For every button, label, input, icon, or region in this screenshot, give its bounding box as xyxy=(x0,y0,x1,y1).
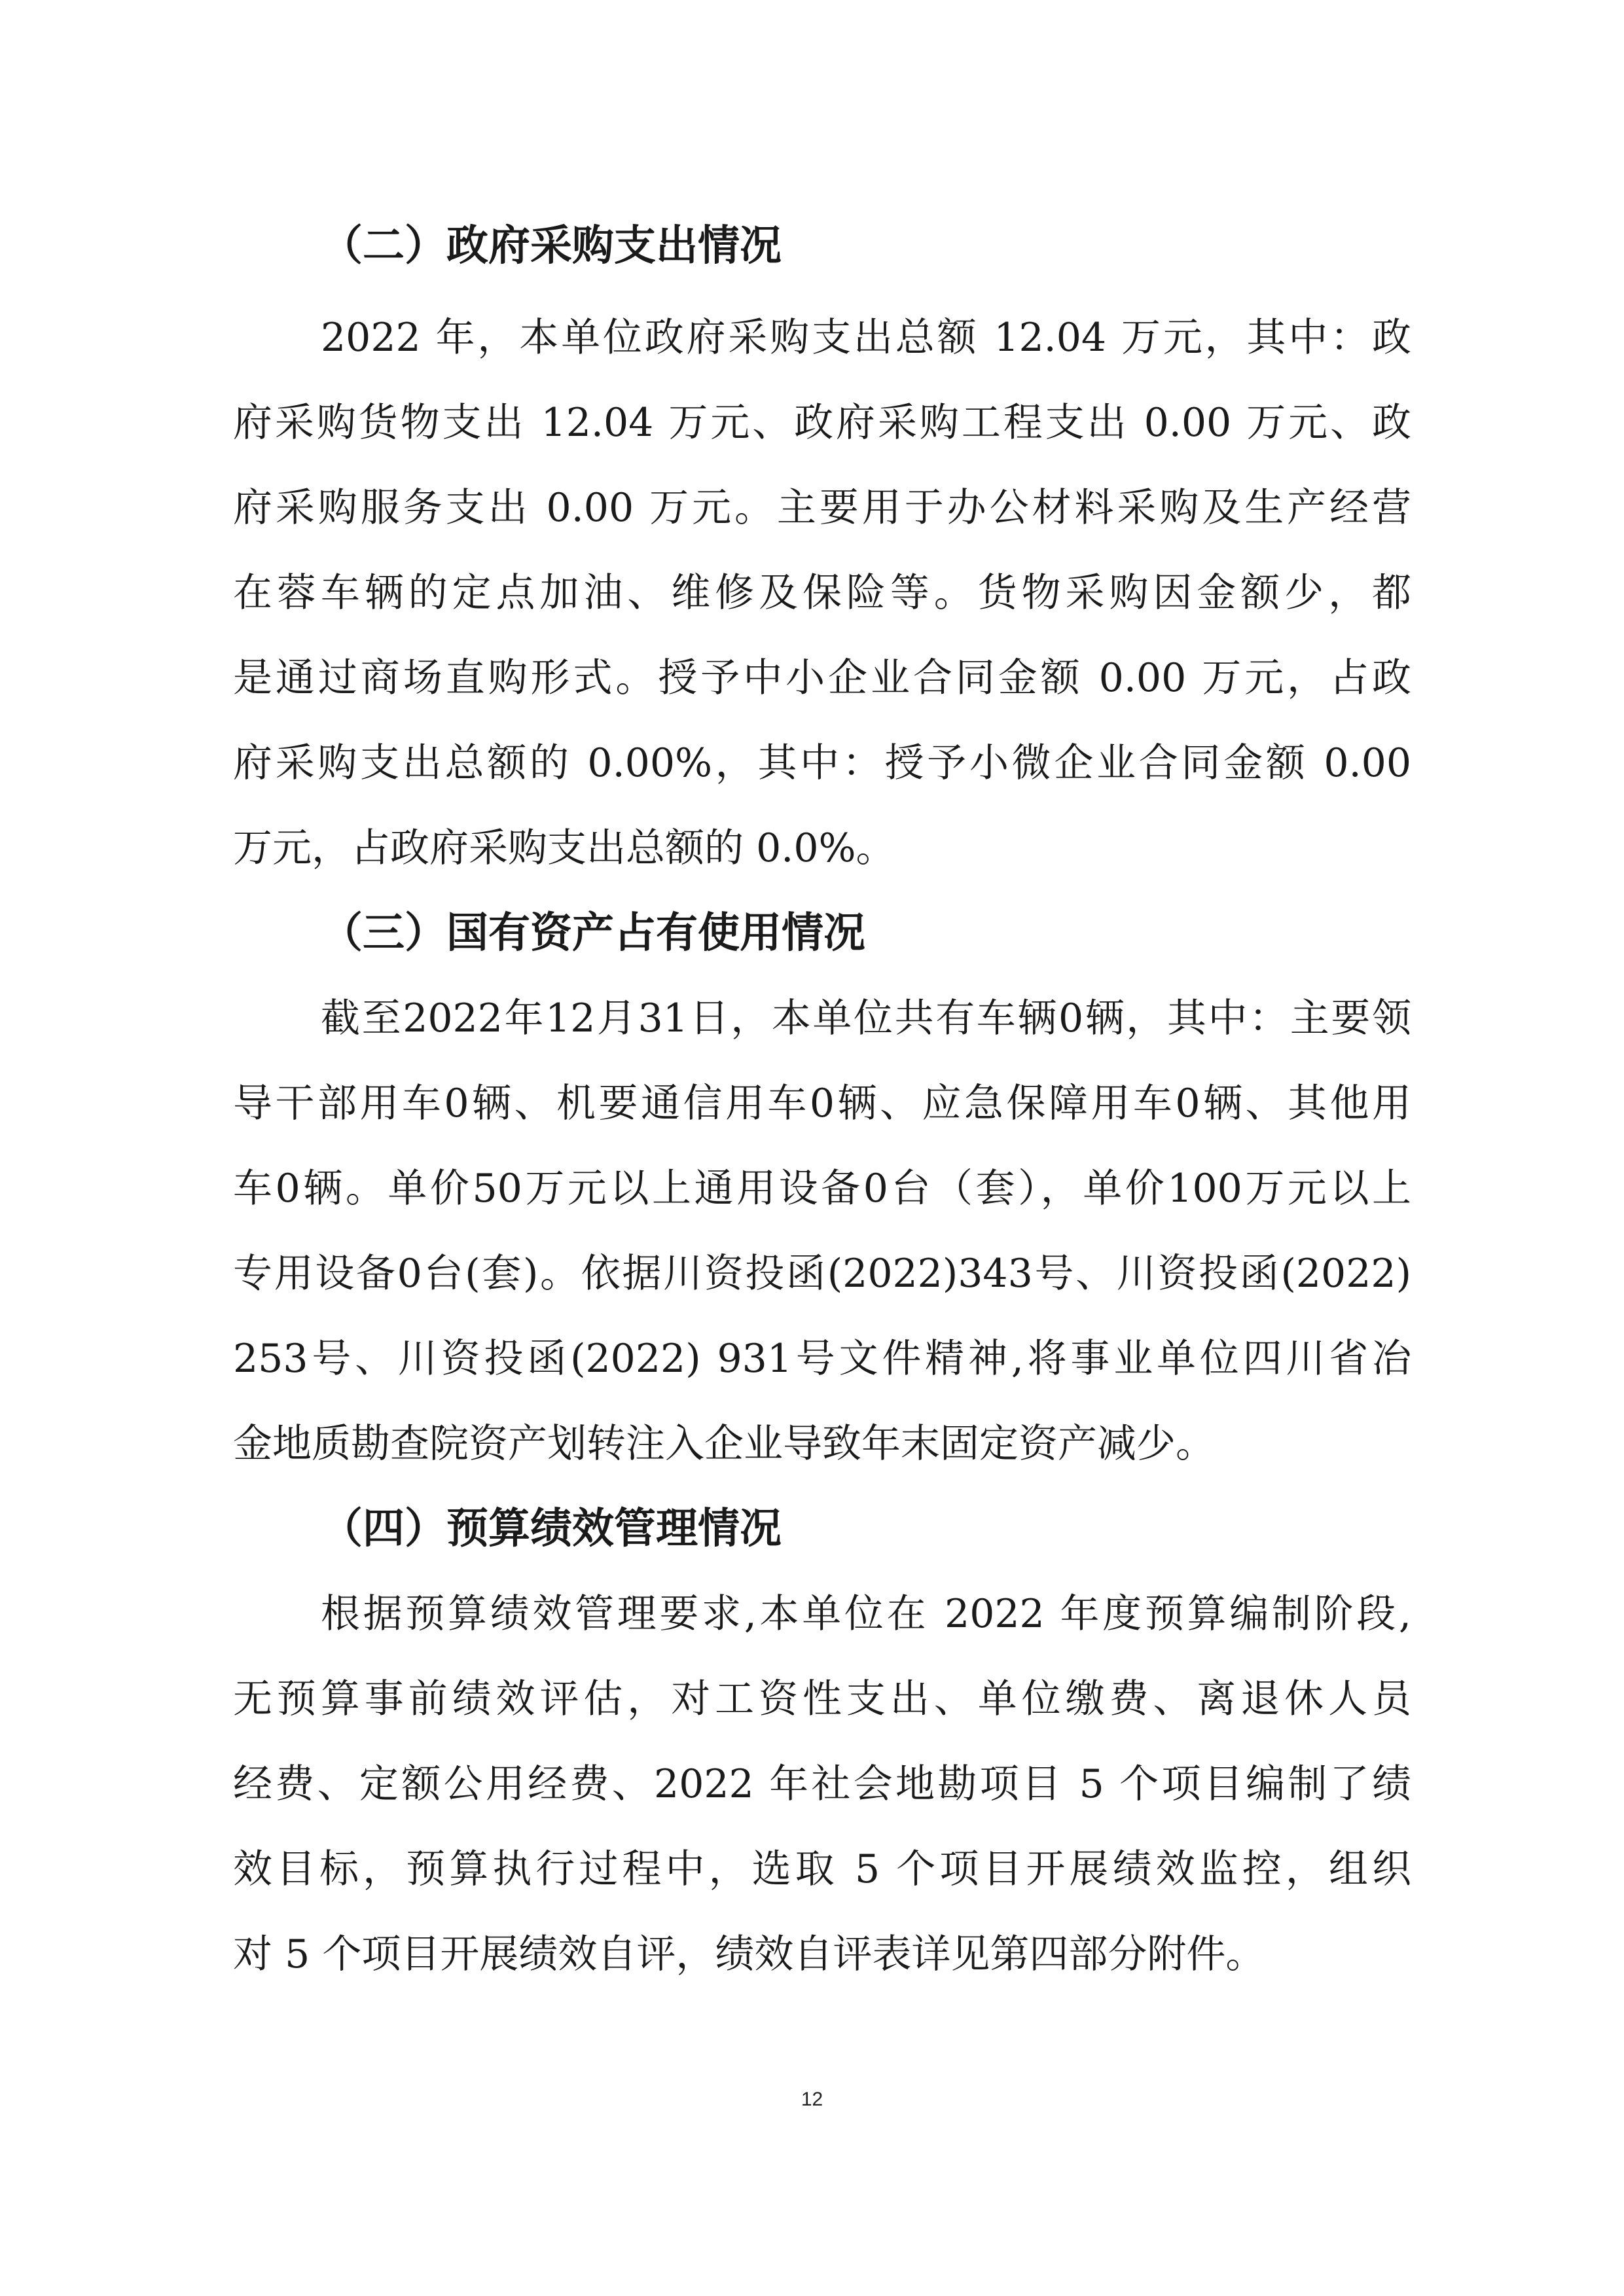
paragraph-line: 效目标，预算执行过程中，选取 5 个项目开展绩效监控，组织 xyxy=(233,1846,1411,1892)
section-heading-procurement: （二）政府采购支出情况 xyxy=(321,222,782,270)
paragraph-line: 经费、定额公用经费、2022 年社会地勘项目 5 个项目编制了绩 xyxy=(233,1761,1411,1807)
paragraph-line: 截至2022年12月31日，本单位共有车辆0辆，其中：主要领 xyxy=(321,996,1411,1041)
paragraph-line: 金地质勘查院资产划转注入企业导致年末固定资产减少。 xyxy=(233,1421,1215,1467)
paragraph-line: 万元，占政府采购支出总额的 0.0%。 xyxy=(233,825,895,871)
section-heading-performance: （四）预算绩效管理情况 xyxy=(321,1505,782,1553)
paragraph-line: 是通过商场直购形式。授予中小企业合同金额 0.00 万元，占政 xyxy=(233,655,1411,701)
paragraph-line: 2022 年，本单位政府采购支出总额 12.04 万元，其中：政 xyxy=(321,315,1411,361)
paragraph-line: 对 5 个项目开展绩效自评，绩效自评表详见第四部分附件。 xyxy=(233,1931,1265,1977)
paragraph-line: 253号、川资投函(2022) 931号文件精神,将事业单位四川省冶 xyxy=(233,1336,1411,1382)
paragraph-line: 府采购服务支出 0.00 万元。主要用于办公材料采购及生产经营 xyxy=(233,485,1411,531)
paragraph-line: 专用设备0台(套)。依据川资投函(2022)343号、川资投函(2022) xyxy=(233,1251,1411,1297)
paragraph-line: 导干部用车0辆、机要通信用车0辆、应急保障用车0辆、其他用 xyxy=(233,1081,1411,1126)
paragraph-line: 无预算事前绩效评估，对工资性支出、单位缴费、离退休人员 xyxy=(233,1676,1411,1722)
paragraph-line: 在蓉车辆的定点加油、维修及保险等。货物采购因金额少，都 xyxy=(233,570,1411,616)
paragraph-line: 府采购支出总额的 0.00%，其中：授予小微企业合同金额 0.00 xyxy=(233,740,1411,786)
page-number: 12 xyxy=(801,2089,823,2110)
paragraph-line: 府采购货物支出 12.04 万元、政府采购工程支出 0.00 万元、政 xyxy=(233,400,1411,446)
paragraph-line: 根据预算绩效管理要求,本单位在 2022 年度预算编制阶段, xyxy=(321,1591,1411,1637)
section-heading-state-assets: （三）国有资产占有使用情况 xyxy=(321,909,865,958)
paragraph-line: 车0辆。单价50万元以上通用设备0台（套），单价100万元以上 xyxy=(233,1166,1411,1211)
